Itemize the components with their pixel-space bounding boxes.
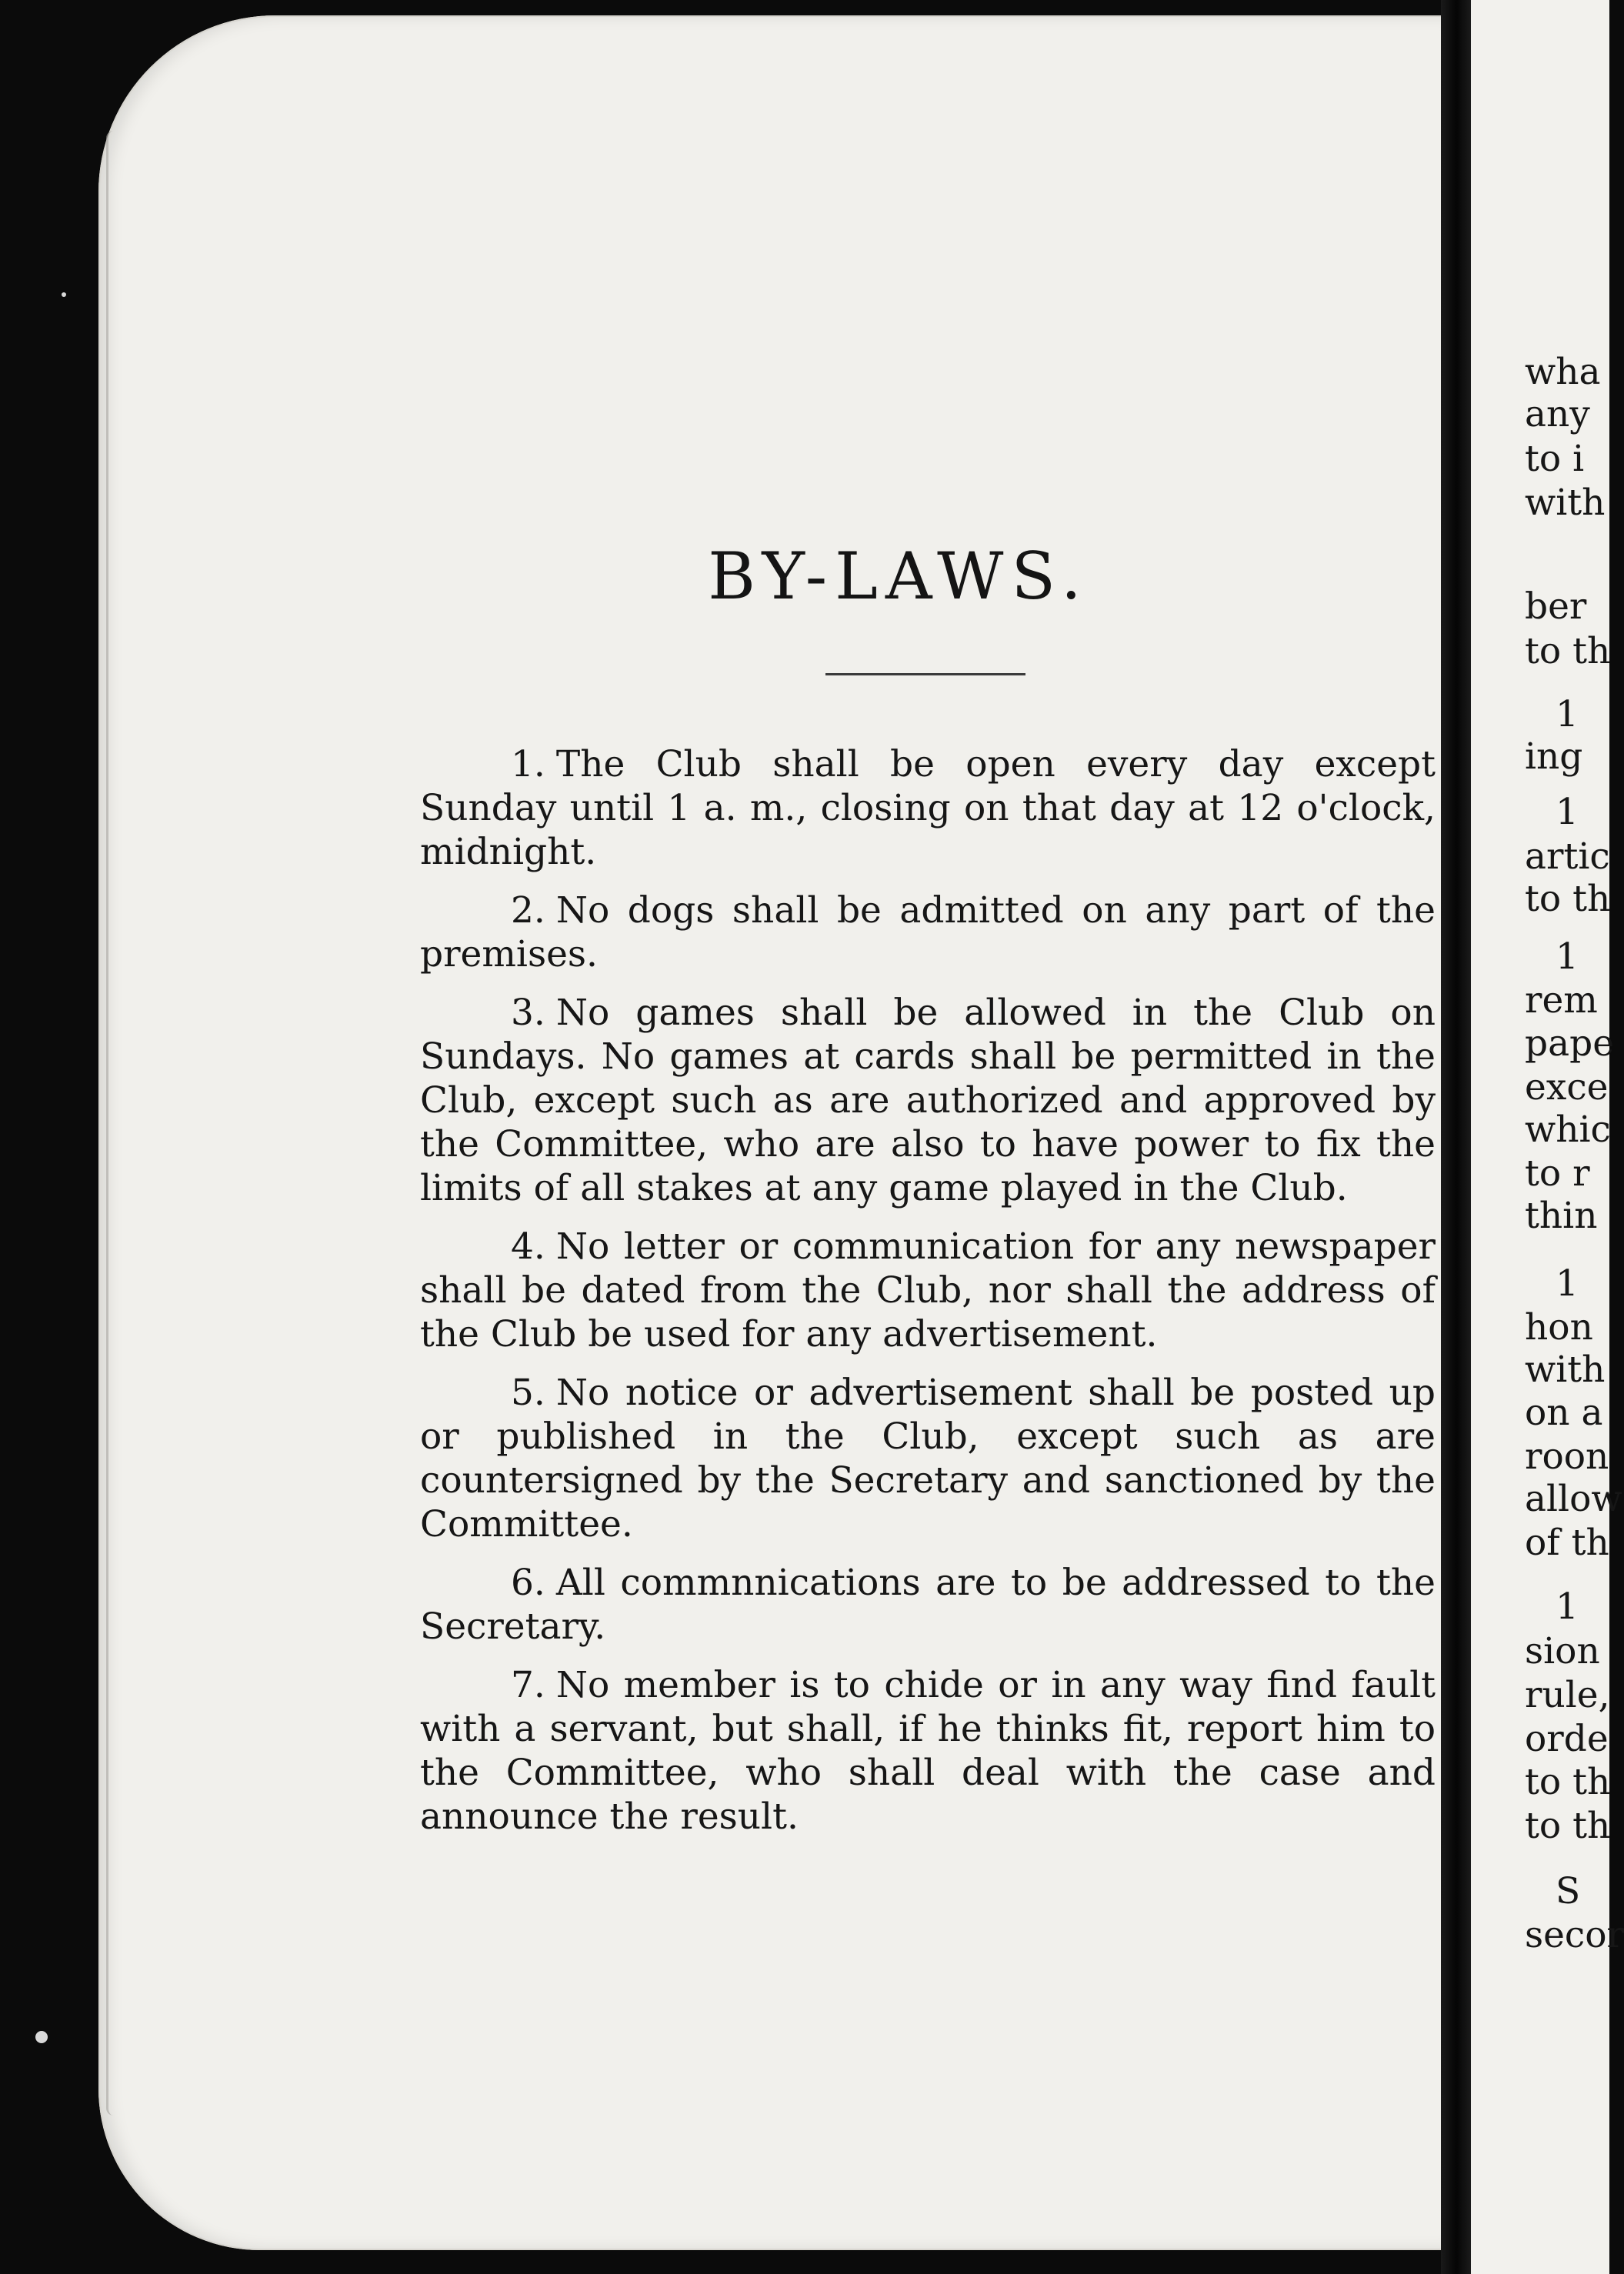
by-law-text: No dogs shall be admitted on any part of the premises. xyxy=(420,889,1436,975)
right-page-line: 1 xyxy=(1556,935,1579,978)
title-block xyxy=(575,538,1222,623)
right-page-line: rem xyxy=(1525,979,1598,1022)
right-page-line: to th xyxy=(1525,878,1611,920)
by-law-item xyxy=(420,1371,1436,1546)
right-page-line: to i xyxy=(1525,438,1585,480)
right-page-line: of th xyxy=(1525,1522,1609,1564)
right-page-line: secor xyxy=(1525,1914,1624,1956)
right-page-line: ing xyxy=(1525,735,1583,778)
by-law-item xyxy=(420,991,1436,1210)
by-law-text: No letter or communication for any newspaper shall be dated from the Club, nor shall the address of the Club be used for any advertisement. xyxy=(420,1225,1436,1355)
right-page-line: any xyxy=(1525,393,1590,435)
right-page-line: S xyxy=(1556,1870,1581,1912)
left-page xyxy=(98,15,1449,2250)
by-law-item xyxy=(420,1225,1436,1356)
right-page-line: to th xyxy=(1525,1761,1611,1803)
dust-speck xyxy=(35,2031,48,2043)
right-page-line: sion xyxy=(1525,1630,1600,1672)
by-laws-list xyxy=(420,742,1436,1853)
right-page-line: thin xyxy=(1525,1195,1598,1237)
by-law-number: 2. xyxy=(511,889,545,932)
by-law-text: No notice or advertisement shall be posted up or published in the Club, except such as are countersigned by the Secretary and sanctioned by the Committee. xyxy=(420,1372,1436,1545)
right-page-line: 1 xyxy=(1556,693,1579,735)
dust-speck xyxy=(62,292,66,297)
by-law-item xyxy=(420,1663,1436,1839)
right-page-line: whic xyxy=(1525,1109,1611,1151)
right-page-line: on a xyxy=(1525,1392,1603,1434)
right-page-line: orde xyxy=(1525,1718,1609,1760)
by-law-text: No member is to chide or in any way find fault with a servant, but shall, if he thinks fit, report him to the Committee, who shall deal with the case and announce the result. xyxy=(420,1664,1436,1838)
right-page-line: ber xyxy=(1525,585,1587,628)
title-divider xyxy=(825,673,1025,675)
right-page-line: exce xyxy=(1525,1066,1609,1109)
by-law-number: 7. xyxy=(511,1664,545,1706)
right-page-line: 1 xyxy=(1556,791,1579,833)
page-title: BY-LAWS. xyxy=(708,538,1089,614)
by-law-text: No games shall be allowed in the Club on Sundays. No games at cards shall be permitted in the Club, except such as are authorized and approved by the Committee, who are also to have power to fix the limits of all stakes at any game played in the Club. xyxy=(420,992,1436,1209)
right-page-line: allow xyxy=(1525,1478,1622,1520)
right-page-line: with xyxy=(1525,1349,1606,1391)
right-page-line: 1 xyxy=(1556,1262,1579,1305)
right-page-line: hon xyxy=(1525,1306,1593,1349)
right-page-line: 1 xyxy=(1556,1585,1579,1628)
by-law-number: 4. xyxy=(511,1225,545,1268)
right-page-line: to th xyxy=(1525,630,1611,672)
by-law-item xyxy=(420,742,1436,874)
right-page-line: roon xyxy=(1525,1435,1609,1478)
right-page-line: to th xyxy=(1525,1805,1611,1847)
right-page-line: to r xyxy=(1525,1152,1590,1195)
by-law-number: 6. xyxy=(511,1562,545,1604)
right-page-line: rule, xyxy=(1525,1674,1610,1716)
by-law-number: 5. xyxy=(511,1372,545,1414)
by-law-item xyxy=(420,889,1436,976)
by-law-item xyxy=(420,1561,1436,1649)
right-page-line: with xyxy=(1525,482,1606,524)
by-law-text: The Club shall be open every day except Sunday until 1 a. m., closing on that day at 12 o'clock, midnight. xyxy=(420,743,1436,873)
right-page-line: artic xyxy=(1525,835,1610,878)
book-gutter xyxy=(1441,0,1472,2274)
right-page-line: pape xyxy=(1525,1022,1615,1065)
by-law-number: 3. xyxy=(511,992,545,1034)
right-page-line: wha xyxy=(1525,351,1601,393)
by-law-number: 1. xyxy=(511,743,545,785)
right-page-edge xyxy=(1471,0,1624,2274)
by-law-text: All commnnications are to be addressed to the Secretary. xyxy=(420,1562,1436,1648)
